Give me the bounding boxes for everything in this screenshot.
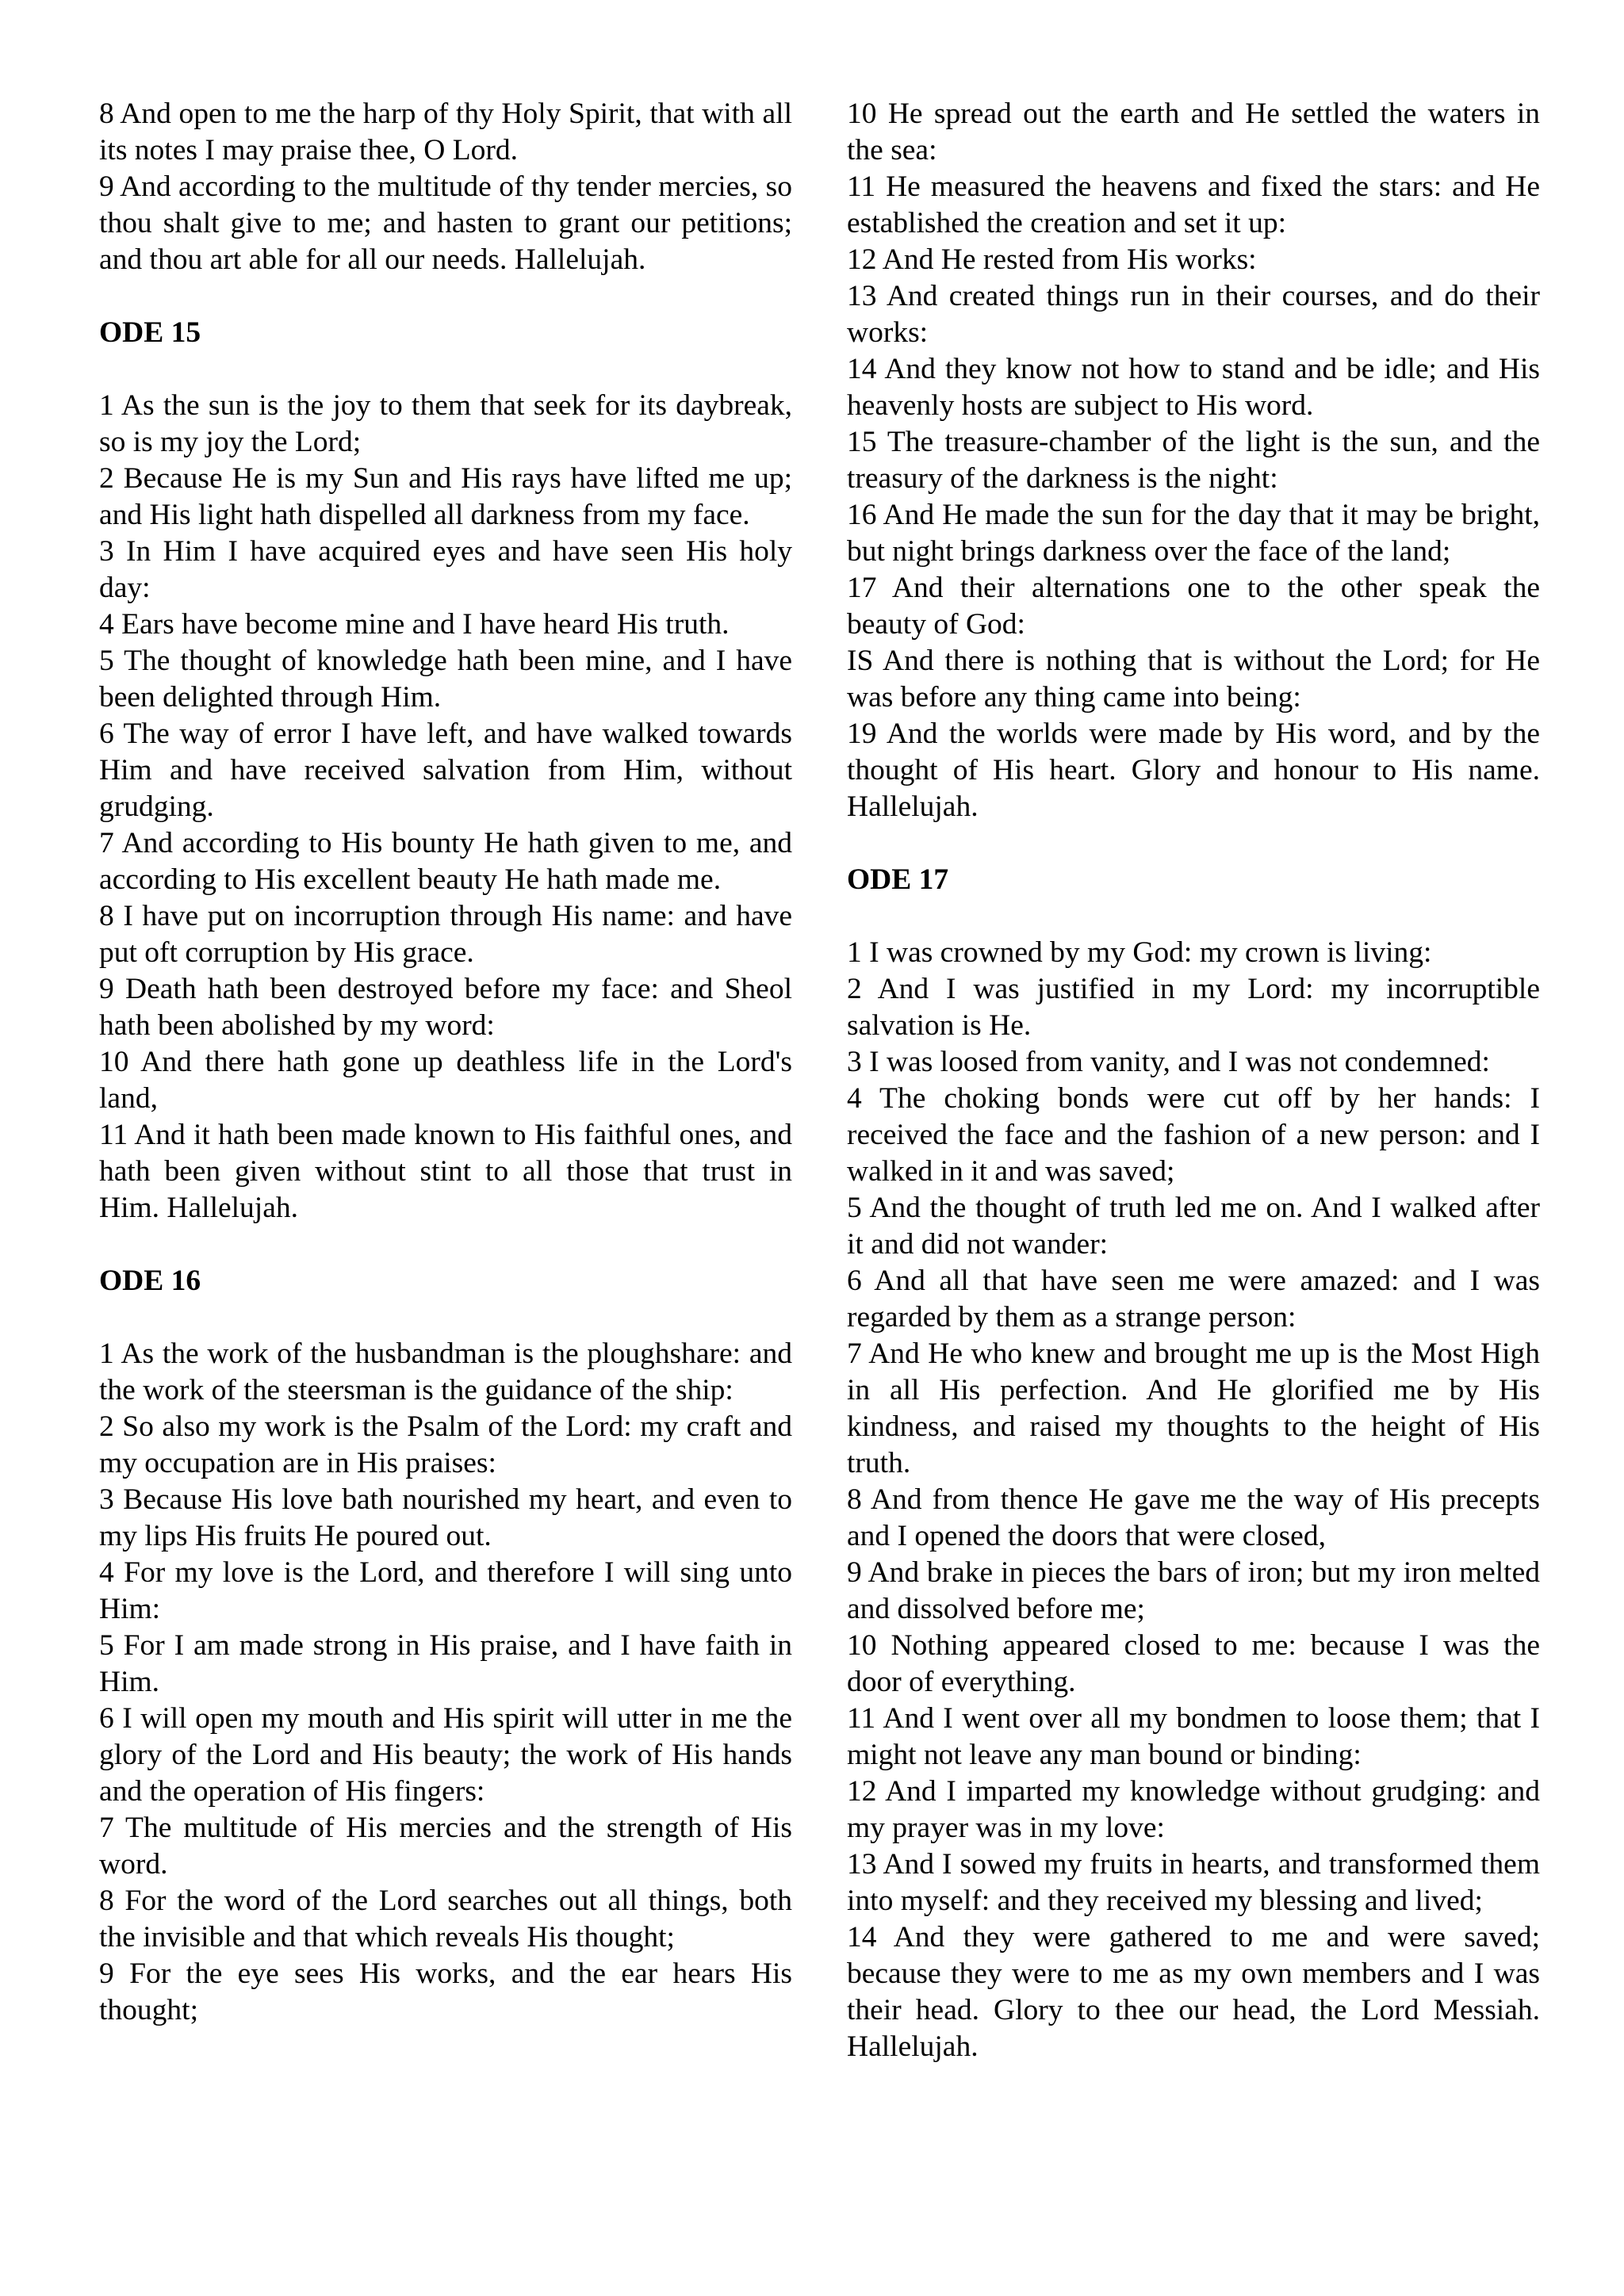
ode-16-section xyxy=(99,1263,792,2029)
verse: 4 For my love is the Lord, and therefore I will sing unto Him: xyxy=(99,1556,792,1625)
verse: 12 And I imparted my knowledge without grudging: and my prayer was in my love: xyxy=(847,1775,1540,1844)
ode-15-section xyxy=(99,315,792,1226)
verse: 8 For the word of the Lord searches out all things, both the invisible and that which reveals His thought; xyxy=(99,1885,792,1954)
verse: 2 Because He is my Sun and His rays have lifted me up; and His light hath dispelled all darkness from my face. xyxy=(99,462,792,531)
verse: 10 And there hath gone up deathless life in the Lord's land, xyxy=(99,1046,792,1115)
ode-17-section xyxy=(847,862,1540,2065)
verse: 6 And all that have seen me were amazed: and I was regarded by them as a strange person: xyxy=(847,1265,1540,1334)
verse: 15 The treasure-chamber of the light is the sun, and the treasury of the darkness is the night: xyxy=(847,426,1540,495)
verse: 11 And it hath been made known to His faithful ones, and hath been given without stint to all those that trust in Him. Hallelujah. xyxy=(99,1119,792,1224)
verse: 17 And their alternations one to the other speak the beauty of God: xyxy=(847,572,1540,641)
verse: 8 And open to me the harp of thy Holy Spirit, that with all its notes I may praise thee, O Lord. xyxy=(99,98,792,166)
verse: 6 The way of error I have left, and have walked towards Him and have received salvation from Him, without grudging. xyxy=(99,718,792,823)
verse: 13 And created things run in their courses, and do their works: xyxy=(847,280,1540,349)
verse: 11 And I went over all my bondmen to loose them; that I might not leave any man bound or binding: xyxy=(847,1702,1540,1771)
ode-16-heading: ODE 16 xyxy=(99,1265,201,1297)
verse: 9 For the eye sees His works, and the ear hears His thought; xyxy=(99,1957,792,2026)
verse: 19 And the worlds were made by His word, and by the thought of His heart. Glory and honour to His name. Hallelujah. xyxy=(847,718,1540,823)
verse: 5 The thought of knowledge hath been mine, and I have been delighted through Him. xyxy=(99,645,792,714)
verse: 1 As the work of the husbandman is the ploughshare: and the work of the steersman is the guidance of the ship: xyxy=(99,1337,792,1406)
verse: 7 And according to His bounty He hath given to me, and according to His excellent beauty He hath made me. xyxy=(99,827,792,896)
left-column xyxy=(99,96,792,2029)
verse: 3 I was loosed from vanity, and I was not condemned: xyxy=(847,1046,1490,1078)
verse: 2 So also my work is the Psalm of the Lord: my craft and my occupation are in His praises: xyxy=(99,1410,792,1479)
verse: 5 And the thought of truth led me on. And I walked after it and did not wander: xyxy=(847,1192,1540,1261)
verse: 1 I was crowned by my God: my crown is living: xyxy=(847,936,1432,969)
verse: 13 And I sowed my fruits in hearts, and transformed them into myself: and they received my blessing and lived; xyxy=(847,1848,1540,1917)
verse: 7 And He who knew and brought me up is the Most High in all His perfection. And He glorified me by His kindness, and raised my thoughts to the height of His truth. xyxy=(847,1337,1540,1479)
verse: IS And there is nothing that is without the Lord; for He was before any thing came into being: xyxy=(847,645,1540,714)
intro-verses xyxy=(99,96,792,278)
verse: 6 I will open my mouth and His spirit will utter in me the glory of the Lord and His beauty; the work of His hands and the operation of His fingers: xyxy=(99,1702,792,1808)
ode-15-heading: ODE 15 xyxy=(99,316,201,349)
verse: 9 And according to the multitude of thy tender mercies, so thou shalt give to me; and hasten to grant our petitions; and thou art able for all our needs. Hallelujah. xyxy=(99,170,792,276)
verse: 10 He spread out the earth and He settled the waters in the sea: xyxy=(847,98,1540,166)
verse: 14 And they were gathered to me and were saved; because they were to me as my own members and I was their head. Glory to thee our head, the Lord Messiah. Hallelujah. xyxy=(847,1921,1540,2063)
verse: 4 The choking bonds were cut off by her hands: I received the face and the fashion of a new person: and I walked in it and was saved; xyxy=(847,1082,1540,1188)
ode-17-heading: ODE 17 xyxy=(847,863,949,896)
right-column xyxy=(847,96,1540,2065)
verse: 5 For I am made strong in His praise, and I have faith in Him. xyxy=(99,1629,792,1698)
verse: 7 The multitude of His mercies and the strength of His word. xyxy=(99,1812,792,1881)
verse: 4 Ears have become mine and I have heard His truth. xyxy=(99,608,730,641)
verse: 10 Nothing appeared closed to me: because I was the door of everything. xyxy=(847,1629,1540,1698)
verse: 14 And they know not how to stand and be idle; and His heavenly hosts are subject to His word. xyxy=(847,353,1540,422)
verse: 1 As the sun is the joy to them that seek for its daybreak, so is my joy the Lord; xyxy=(99,389,792,458)
verse: 9 Death hath been destroyed before my face: and Sheol hath been abolished by my word: xyxy=(99,973,792,1042)
verse: 3 Because His love bath nourished my heart, and even to my lips His fruits He poured out. xyxy=(99,1483,792,1552)
verse: 8 And from thence He gave me the way of His precepts and I opened the doors that were closed, xyxy=(847,1483,1540,1552)
verse: 11 He measured the heavens and fixed the stars: and He established the creation and set it up: xyxy=(847,170,1540,239)
verse: 3 In Him I have acquired eyes and have seen His holy day: xyxy=(99,535,792,604)
verse: 12 And He rested from His works: xyxy=(847,243,1257,276)
verse: 9 And brake in pieces the bars of iron; but my iron melted and dissolved before me; xyxy=(847,1556,1540,1625)
ode-16-continued xyxy=(847,96,1540,825)
verse: 16 And He made the sun for the day that it may be bright, but night brings darkness over the face of the land; xyxy=(847,499,1540,568)
verse: 2 And I was justified in my Lord: my incorruptible salvation is He. xyxy=(847,973,1540,1042)
verse: 8 I have put on incorruption through His name: and have put oft corruption by His grace. xyxy=(99,900,792,969)
